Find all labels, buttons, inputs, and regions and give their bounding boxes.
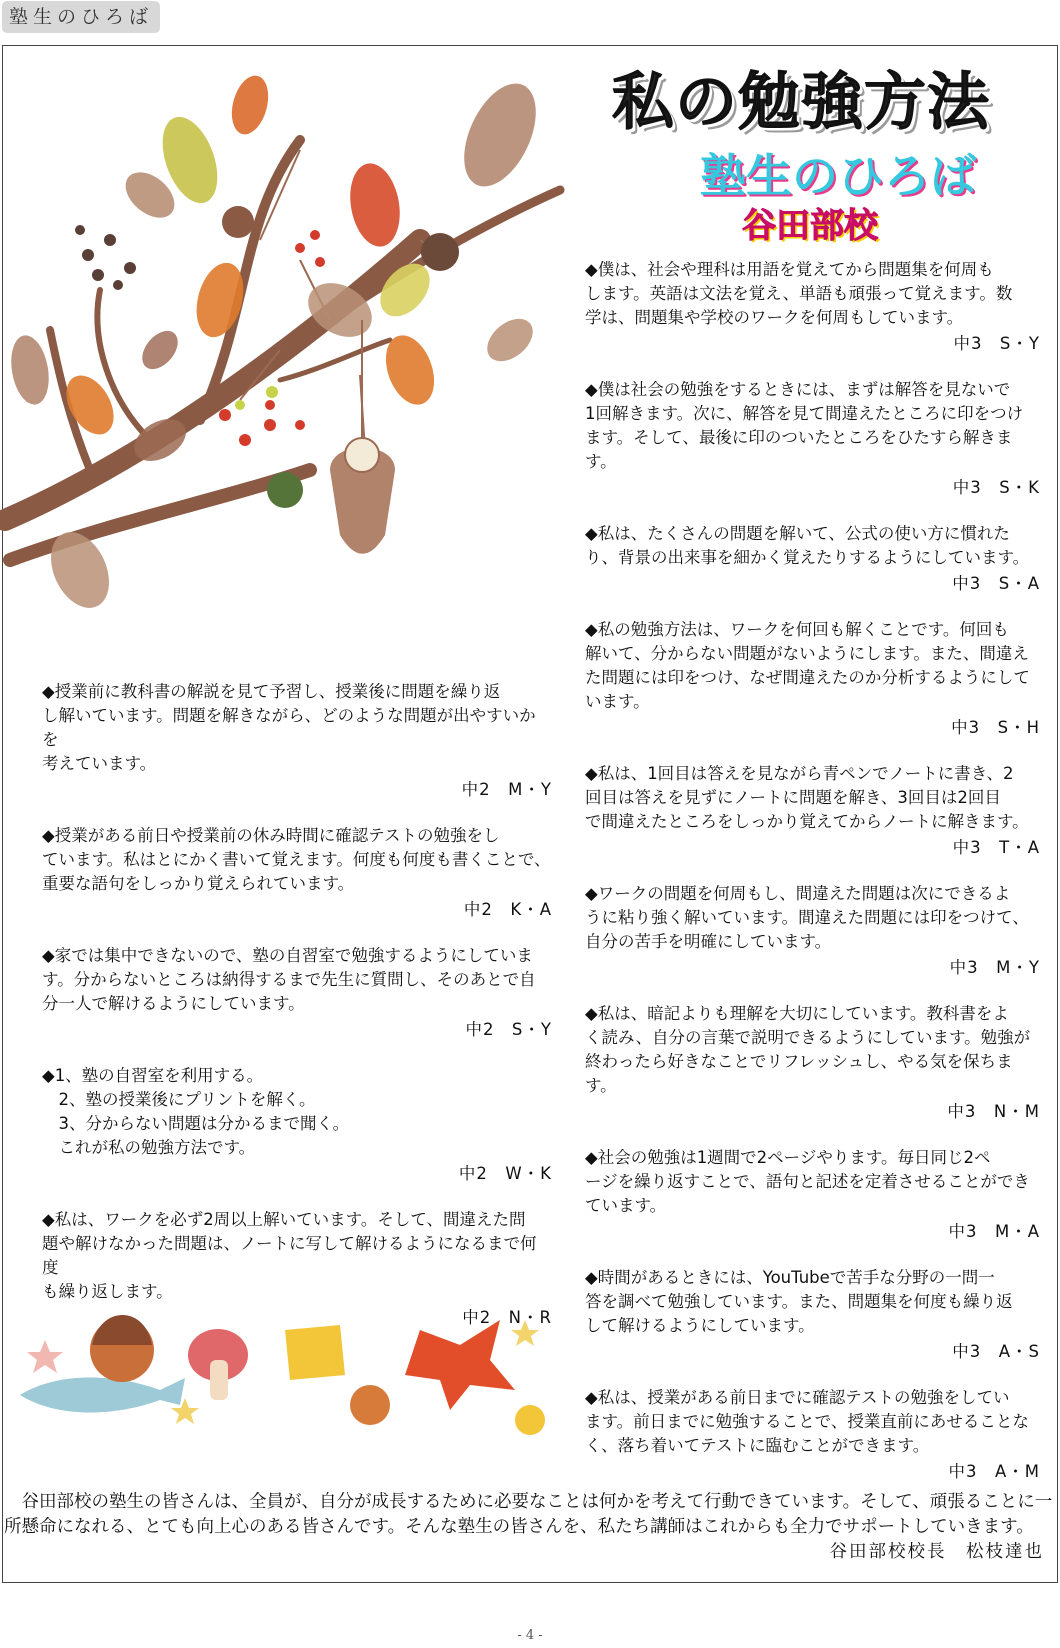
right-entry (585, 522, 1040, 596)
right-entry (585, 1386, 1040, 1484)
entry-text: ◆僕は、社会や理科は用語を覚えてから問題集を何周も します。英語は文法を覚え、単語も頑張って覚えます。数 学は、問題集や学校のワークを何周もしています。 (585, 260, 1013, 327)
entry-text: ◆私は、たくさんの問題を解いて、公式の使い方に慣れた り、背景の出来事を細かく覚えたりするようにしています。 (585, 524, 1030, 567)
entry-signature: 中3 A・S (952, 1342, 1040, 1361)
left-entry (42, 1064, 552, 1186)
entry-text: ◆家では集中できないので、塾の自習室で勉強するようにしていま す。分からないところは納得するまで先生に質問し、そのあとで自 分一人で解けるようにしています。 (42, 946, 536, 1013)
school-name: 谷田部校 (742, 206, 878, 246)
page-subtitle: 塾生のひろば (700, 149, 976, 203)
entry-text: ◆私は、1回目は答えを見ながら青ペンでノートに書き、2 回目は答えを見ずにノートに問題を解き、3回目は2回目 で間違えたところをしっかり覚えてからノートに解きます。 (585, 764, 1029, 831)
entry-text: ◆1、塾の自習室を利用する。 2、塾の授業後にプリントを解く。 3、分からない問題は分かるまで聞く。 これが私の勉強方法です。 (42, 1066, 350, 1157)
left-entry (42, 944, 552, 1042)
right-column (585, 258, 1040, 1506)
entry-signature: 中3 N・M (947, 1102, 1040, 1121)
entry-signature: 中3 S・Y (953, 334, 1040, 353)
entry-signature: 中2 N・R (462, 1308, 552, 1327)
right-entry (585, 258, 1040, 356)
right-entry (585, 882, 1040, 980)
right-entry (585, 618, 1040, 740)
entry-signature: 中2 W・K (458, 1164, 552, 1183)
left-column (42, 680, 552, 1352)
page-title: 私の勉強方法 (612, 65, 991, 138)
entry-text: ◆時間があるときには、YouTubeで苦手な分野の一問一 答を調べて勉強しています。また、問題集を何度も繰り返 して解けるようにしています。 (585, 1268, 1013, 1335)
closing-text: 谷田部校の塾生の皆さんは、全員が、自分が成長するために必要なことは何かを考えて行動できています。そして、頑張ることに一所懸命になれる、とても向上心のある皆さんです。そんな塾生の皆さんを、私たち講師はこれからも全力でサポートしていきます。 (4, 1492, 1053, 1537)
entry-text: ◆私は、授業がある前日までに確認テストの勉強をしてい ます。前日までに勉強することで、授業直前にあせることな く、落ち着いてテストに臨むことができます。 (585, 1388, 1029, 1455)
entry-signature: 中2 M・Y (461, 780, 552, 799)
right-entry (585, 1266, 1040, 1364)
entry-text: ◆私の勉強方法は、ワークを何回も解くことです。何回も 解いて、分からない問題がないようにします。また、間違え た問題には印をつけ、なぜ間違えたのか分析するようにして います。 (585, 620, 1030, 711)
right-entry (585, 762, 1040, 860)
entry-signature: 中2 S・Y (465, 1020, 552, 1039)
entry-signature: 中3 S・K (952, 478, 1040, 497)
closing-message (4, 1490, 1054, 1565)
entry-signature: 中3 M・A (948, 1222, 1040, 1241)
right-entry (585, 1146, 1040, 1244)
left-entry (42, 824, 552, 922)
entry-text: ◆授業前に教科書の解説を見て予習し、授業後に問題を繰り返 し解いています。問題を解きながら、どのような問題が出やすいかを 考えています。 (42, 682, 536, 773)
section-tab: 塾生のひろば (2, 1, 160, 33)
entry-signature: 中3 S・A (952, 574, 1040, 593)
entry-signature: 中2 K・A (463, 900, 552, 919)
entry-text: ◆社会の勉強は1週間で2ページやります。毎日同じ2ペ ージを繰り返すことで、語句と記述を定着させることができ ています。 (585, 1148, 1030, 1215)
entry-signature: 中3 T・A (952, 838, 1040, 857)
right-entry (585, 378, 1040, 500)
entry-signature: 中3 A・M (948, 1462, 1040, 1481)
entry-text: ◆僕は社会の勉強をするときには、まずは解答を見ないで 1回解きます。次に、解答を見て間違えたところに印をつけ ます。そして、最後に印のついたところをひたすら解きます。 (585, 380, 1024, 471)
entry-text: ◆私は、暗記よりも理解を大切にしています。教科書をよ く読み、自分の言葉で説明できるようにしています。勉強が 終わったら好きなことでリフレッシュし、やる気を保ちます。 (585, 1004, 1031, 1095)
closing-signature: 谷田部校校長 松枝達也 (829, 1542, 1044, 1562)
entry-signature: 中3 M・Y (949, 958, 1040, 977)
entry-signature: 中3 S・H (951, 718, 1040, 737)
right-entry (585, 1002, 1040, 1124)
entry-text: ◆私は、ワークを必ず2周以上解いています。そして、間違えた問 題や解けなかった問題は、ノートに写して解けるようになるまで何度 も繰り返します。 (42, 1210, 537, 1301)
entry-text: ◆ワークの問題を何周もし、間違えた問題は次にできるよ うに粘り強く解いています。間違えた問題には印をつけて、 自分の苦手を明確にしています。 (585, 884, 1029, 951)
entry-text: ◆授業がある前日や授業前の休み時間に確認テストの勉強をし ています。私はとにかく書いて覚えます。何度も何度も書くことで、 重要な語句をしっかり覚えられています。 (42, 826, 551, 893)
page-number: - 4 - (517, 1628, 543, 1643)
left-entry (42, 1208, 552, 1330)
left-entry (42, 680, 552, 802)
